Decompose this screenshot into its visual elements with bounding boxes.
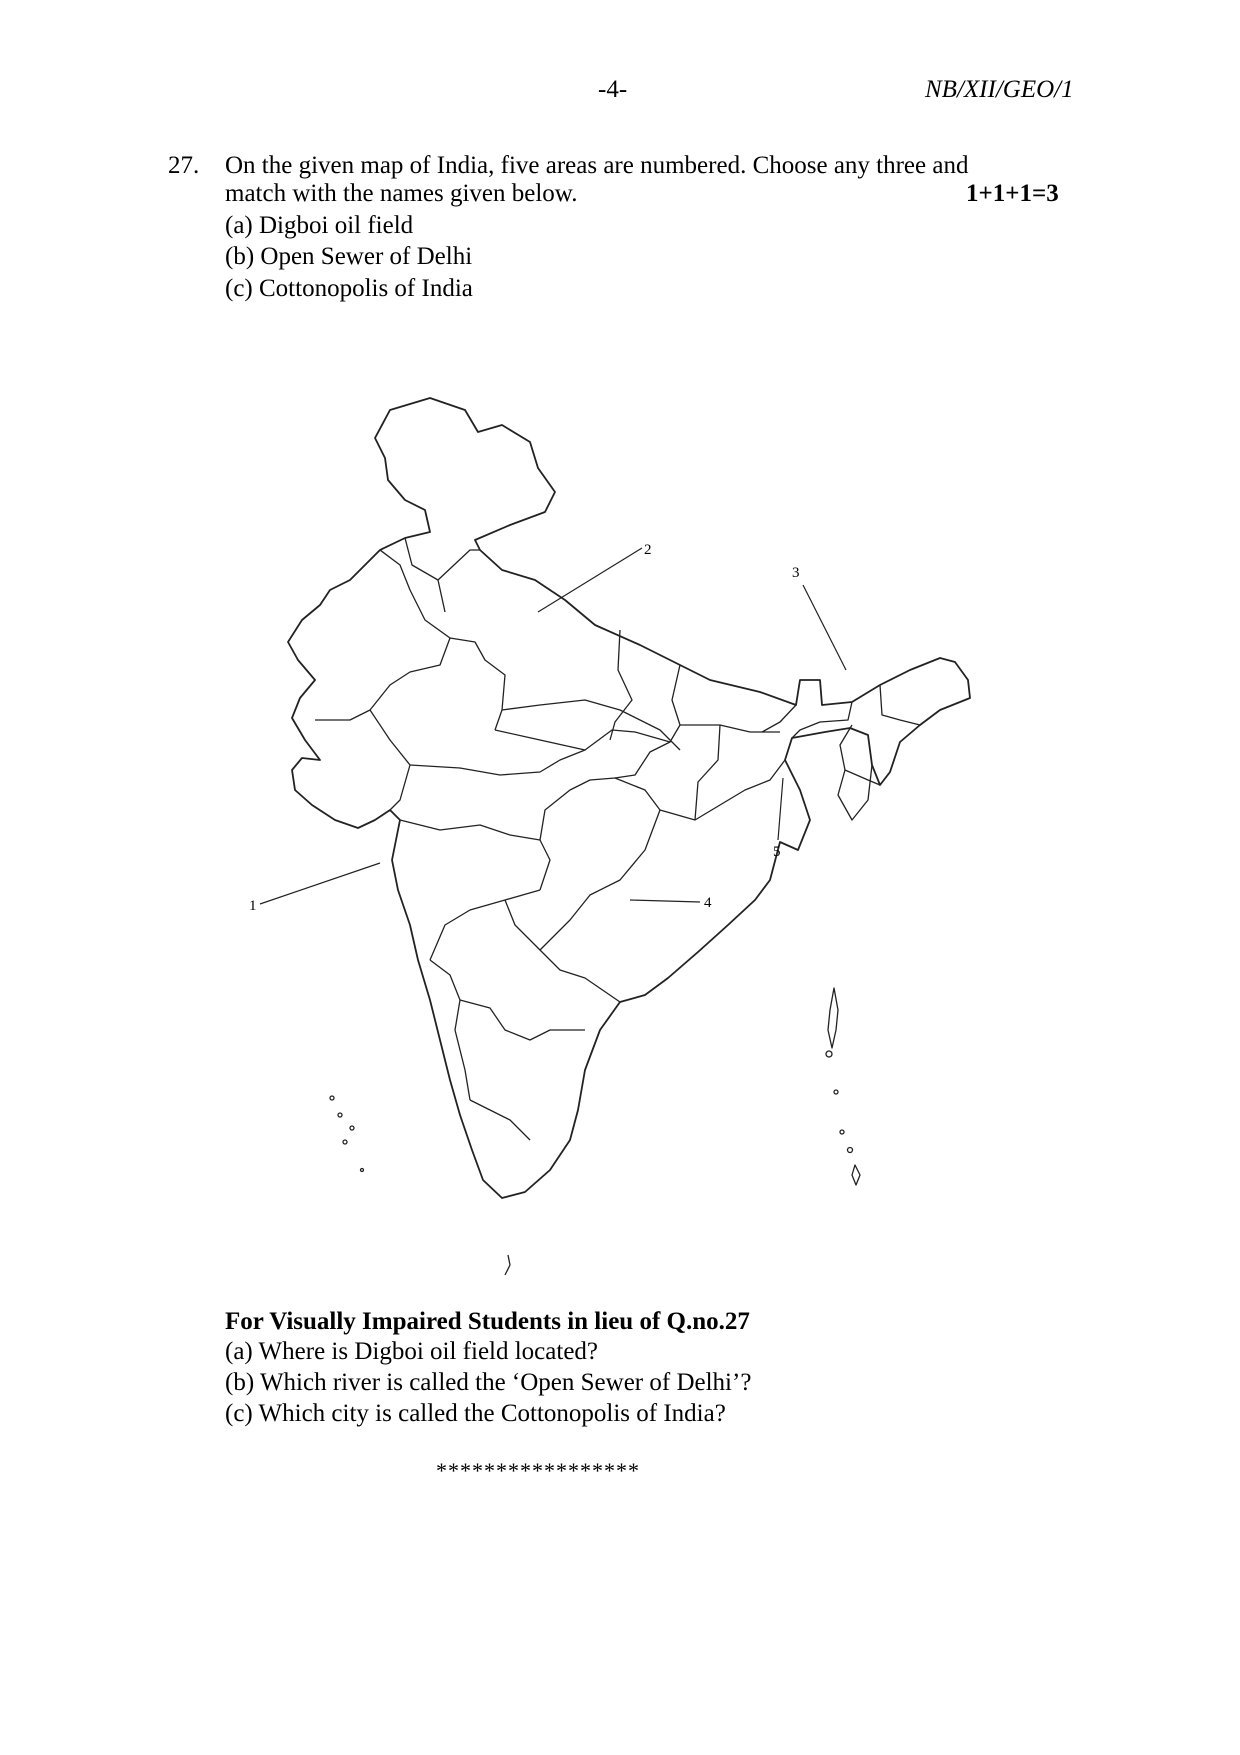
marker-2-leader (538, 548, 642, 612)
sri-lanka-fragment (505, 1255, 510, 1275)
marker-5-label: 5 (773, 844, 781, 860)
question-text-line-1: On the given map of India, five areas are numbered. Choose any three and (225, 152, 969, 179)
end-of-paper-stars: ***************** (436, 1458, 640, 1483)
marker-4-leader (630, 900, 700, 902)
marker-3-leader (803, 585, 846, 670)
option-b: (b) Open Sewer of Delhi (225, 243, 473, 270)
marker-3-label: 3 (792, 565, 800, 581)
marker-1-label: 1 (249, 898, 257, 914)
question-marks: 1+1+1=3 (966, 180, 1059, 207)
state-borders (315, 538, 920, 1140)
visually-impaired-title: For Visually Impaired Students in lieu of Q.no.27 (225, 1308, 750, 1335)
page-number: -4- (598, 76, 628, 103)
marker-5-leader (778, 778, 783, 840)
vi-question-a: (a) Where is Digboi oil field located? (225, 1338, 599, 1365)
lakshadweep-islands (330, 1096, 364, 1172)
vi-question-c: (c) Which city is called the Cottonopolis of India? (225, 1400, 726, 1427)
paper-code: NB/XII/GEO/1 (925, 76, 1074, 103)
vi-question-b: (b) Which river is called the ‘Open Sewer of Delhi’? (225, 1369, 752, 1396)
marker-4-label: 4 (704, 895, 712, 911)
question-text-line-2: match with the names given below. (225, 180, 578, 207)
marker-2-label: 2 (644, 542, 652, 558)
andaman-nicobar-islands (826, 988, 860, 1185)
india-outline-map (240, 380, 1080, 1300)
marker-1-leader (260, 863, 380, 904)
question-number: 27. (168, 152, 200, 179)
option-c: (c) Cottonopolis of India (225, 275, 473, 302)
option-a: (a) Digboi oil field (225, 212, 414, 239)
